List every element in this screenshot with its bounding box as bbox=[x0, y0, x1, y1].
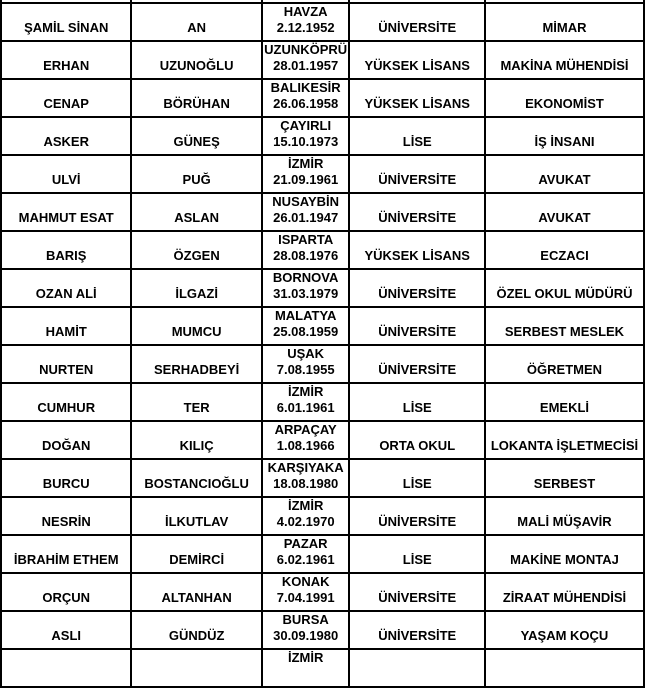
cell-education: LİSE bbox=[349, 383, 485, 421]
cell-profession: EMEKLİ bbox=[485, 383, 644, 421]
table-body bbox=[1, 0, 644, 687]
cell-education bbox=[349, 649, 485, 687]
birth-date-text: 2.12.1952 bbox=[276, 20, 335, 35]
cell-first-name: ORÇUN bbox=[1, 573, 131, 611]
cell-first-name: OZAN ALİ bbox=[1, 269, 131, 307]
birth-date-text: 31.03.1979 bbox=[273, 286, 339, 301]
cell-birthplace-date bbox=[262, 3, 350, 41]
birthplace-text: KONAK bbox=[281, 574, 330, 589]
birthplace-text: İZMİR bbox=[287, 650, 324, 665]
birthplace-text: BALIKESİR bbox=[270, 80, 341, 95]
cell-education: ÜNİVERSİTE bbox=[349, 269, 485, 307]
cell-education: ÜNİVERSİTE bbox=[349, 345, 485, 383]
cell-profession: EKONOMİST bbox=[485, 79, 644, 117]
cell-last-name: ÖZGEN bbox=[131, 231, 261, 269]
cell-education: LİSE bbox=[349, 117, 485, 155]
cell-profession: SERBEST bbox=[485, 459, 644, 497]
birth-date-text: 7.04.1991 bbox=[276, 590, 335, 605]
birth-date-text: 26.01.1947 bbox=[273, 210, 339, 225]
cell-profession bbox=[485, 649, 644, 687]
cell-profession: AVUKAT bbox=[485, 193, 644, 231]
cell-birthplace-date bbox=[262, 231, 350, 269]
cell-first-name: MAHMUT ESAT bbox=[1, 193, 131, 231]
table-row bbox=[1, 535, 644, 573]
table-row bbox=[1, 421, 644, 459]
cell-last-name: KILIÇ bbox=[131, 421, 261, 459]
cell-last-name: İLGAZİ bbox=[131, 269, 261, 307]
table-row bbox=[1, 459, 644, 497]
table-row bbox=[1, 611, 644, 649]
cell-birthplace-date bbox=[262, 193, 350, 231]
cell-first-name: ERHAN bbox=[1, 41, 131, 79]
cell-education: ÜNİVERSİTE bbox=[349, 155, 485, 193]
table-row bbox=[1, 3, 644, 41]
table-row bbox=[1, 649, 644, 687]
cell-birthplace-date bbox=[262, 497, 350, 535]
cell-birthplace-date bbox=[262, 421, 350, 459]
cell-birthplace-date bbox=[262, 269, 350, 307]
table-row bbox=[1, 573, 644, 611]
cell-first-name: ASLI bbox=[1, 611, 131, 649]
birth-date-text: 7.08.1955 bbox=[276, 362, 335, 377]
cell-education: LİSE bbox=[349, 459, 485, 497]
cell-birthplace-date bbox=[262, 573, 350, 611]
table-row bbox=[1, 231, 644, 269]
cell-first-name: NESRİN bbox=[1, 497, 131, 535]
cell-last-name: GÜNDÜZ bbox=[131, 611, 261, 649]
cell-last-name: AN bbox=[131, 3, 261, 41]
cell-first-name: DOĞAN bbox=[1, 421, 131, 459]
cell-education: YÜKSEK LİSANS bbox=[349, 41, 485, 79]
cell-birthplace-date bbox=[262, 611, 350, 649]
cell-first-name bbox=[1, 649, 131, 687]
cell-first-name: HAMİT bbox=[1, 307, 131, 345]
cell-profession: MİMAR bbox=[485, 3, 644, 41]
table-row bbox=[1, 193, 644, 231]
birthplace-text: İZMİR bbox=[287, 156, 324, 171]
cell-birthplace-date bbox=[262, 307, 350, 345]
table-row bbox=[1, 117, 644, 155]
cell-profession: MAKİNE MONTAJ bbox=[485, 535, 644, 573]
cell-last-name: ASLAN bbox=[131, 193, 261, 231]
birthplace-text: HAVZA bbox=[283, 4, 328, 19]
cell-education: ÜNİVERSİTE bbox=[349, 307, 485, 345]
table-row bbox=[1, 383, 644, 421]
cell-last-name: BÖRÜHAN bbox=[131, 79, 261, 117]
cell-last-name: ALTANHAN bbox=[131, 573, 261, 611]
cell-profession: YAŞAM KOÇU bbox=[485, 611, 644, 649]
cell-profession: AVUKAT bbox=[485, 155, 644, 193]
table-row bbox=[1, 155, 644, 193]
cell-profession: LOKANTA İŞLETMECİSİ bbox=[485, 421, 644, 459]
cell-first-name: CUMHUR bbox=[1, 383, 131, 421]
birthplace-text: BORNOVA bbox=[272, 270, 339, 285]
birthplace-text: ÇAYIRLI bbox=[280, 118, 332, 133]
birth-date-text: 28.08.1976 bbox=[273, 248, 339, 263]
cell-birthplace-date bbox=[262, 155, 350, 193]
cell-education: ÜNİVERSİTE bbox=[349, 193, 485, 231]
cell-education: ÜNİVERSİTE bbox=[349, 3, 485, 41]
cell-profession: MAKİNA MÜHENDİSİ bbox=[485, 41, 644, 79]
cell-birthplace-date bbox=[262, 79, 350, 117]
birth-date-text: 4.02.1970 bbox=[276, 514, 335, 529]
cell-last-name: SERHADBEYİ bbox=[131, 345, 261, 383]
cell-education: ÜNİVERSİTE bbox=[349, 611, 485, 649]
birthplace-text: ARPAÇAY bbox=[274, 422, 337, 437]
cell-last-name: İLKUTLAV bbox=[131, 497, 261, 535]
cell-first-name: ŞAMİL SİNAN bbox=[1, 3, 131, 41]
birth-date-text: 28.01.1957 bbox=[273, 58, 339, 73]
cell-birthplace-date bbox=[262, 345, 350, 383]
table-row bbox=[1, 307, 644, 345]
cell-education: ÜNİVERSİTE bbox=[349, 497, 485, 535]
cell-last-name: GÜNEŞ bbox=[131, 117, 261, 155]
birth-date-text: 1.08.1966 bbox=[276, 438, 335, 453]
cell-profession: MALİ MÜŞAVİR bbox=[485, 497, 644, 535]
birth-date-text: 25.08.1959 bbox=[273, 324, 339, 339]
cell-profession: ÖZEL OKUL MÜDÜRÜ bbox=[485, 269, 644, 307]
cell-last-name: PUĞ bbox=[131, 155, 261, 193]
cell-profession: ZİRAAT MÜHENDİSİ bbox=[485, 573, 644, 611]
cell-education: YÜKSEK LİSANS bbox=[349, 79, 485, 117]
cell-birthplace-date bbox=[262, 459, 350, 497]
birthplace-text: NUSAYBİN bbox=[272, 194, 339, 209]
table-row bbox=[1, 269, 644, 307]
birth-date-text: 30.09.1980 bbox=[273, 628, 339, 643]
table-row bbox=[1, 497, 644, 535]
cell-education: LİSE bbox=[349, 535, 485, 573]
birth-date-text: 21.09.1961 bbox=[273, 172, 339, 187]
cell-first-name: NURTEN bbox=[1, 345, 131, 383]
birthplace-text: İZMİR bbox=[287, 498, 324, 513]
birthplace-text: İZMİR bbox=[287, 384, 324, 399]
cell-last-name: DEMİRCİ bbox=[131, 535, 261, 573]
cell-birthplace-date bbox=[262, 535, 350, 573]
birth-date-text: 6.01.1961 bbox=[276, 400, 335, 415]
birth-date-text bbox=[264, 666, 348, 682]
cell-profession: İŞ İNSANI bbox=[485, 117, 644, 155]
birthplace-text: BURSA bbox=[282, 612, 329, 627]
cell-first-name: BARIŞ bbox=[1, 231, 131, 269]
cell-first-name: ASKER bbox=[1, 117, 131, 155]
birthplace-text: PAZAR bbox=[283, 536, 328, 551]
cell-education: YÜKSEK LİSANS bbox=[349, 231, 485, 269]
table-row bbox=[1, 41, 644, 79]
birthplace-text: KARŞIYAKA bbox=[267, 460, 344, 475]
cell-profession: ECZACI bbox=[485, 231, 644, 269]
table-row bbox=[1, 79, 644, 117]
cell-first-name: CENAP bbox=[1, 79, 131, 117]
birth-date-text: 26.06.1958 bbox=[273, 96, 339, 111]
cell-birthplace-date bbox=[262, 383, 350, 421]
cell-birthplace-date bbox=[262, 649, 350, 687]
birth-date-text: 18.08.1980 bbox=[273, 476, 339, 491]
table-row bbox=[1, 345, 644, 383]
cell-first-name: BURCU bbox=[1, 459, 131, 497]
birth-date-text: 6.02.1961 bbox=[276, 552, 335, 567]
cell-last-name: TER bbox=[131, 383, 261, 421]
cell-birthplace-date bbox=[262, 41, 350, 79]
birthplace-text: MALATYA bbox=[274, 308, 337, 323]
cell-last-name bbox=[131, 649, 261, 687]
cell-first-name: ULVİ bbox=[1, 155, 131, 193]
cell-profession: SERBEST MESLEK bbox=[485, 307, 644, 345]
birthplace-text: UŞAK bbox=[287, 346, 325, 361]
cell-first-name: İBRAHİM ETHEM bbox=[1, 535, 131, 573]
cell-birthplace-date bbox=[262, 117, 350, 155]
birthplace-text: ISPARTA bbox=[278, 232, 334, 247]
cell-last-name: MUMCU bbox=[131, 307, 261, 345]
cell-profession: ÖĞRETMEN bbox=[485, 345, 644, 383]
cell-education: ÜNİVERSİTE bbox=[349, 573, 485, 611]
cell-last-name: BOSTANCIOĞLU bbox=[131, 459, 261, 497]
birth-date-text: 15.10.1973 bbox=[273, 134, 339, 149]
cell-last-name: UZUNOĞLU bbox=[131, 41, 261, 79]
birthplace-text: UZUNKÖPRÜ bbox=[264, 42, 348, 57]
cell-education: ORTA OKUL bbox=[349, 421, 485, 459]
